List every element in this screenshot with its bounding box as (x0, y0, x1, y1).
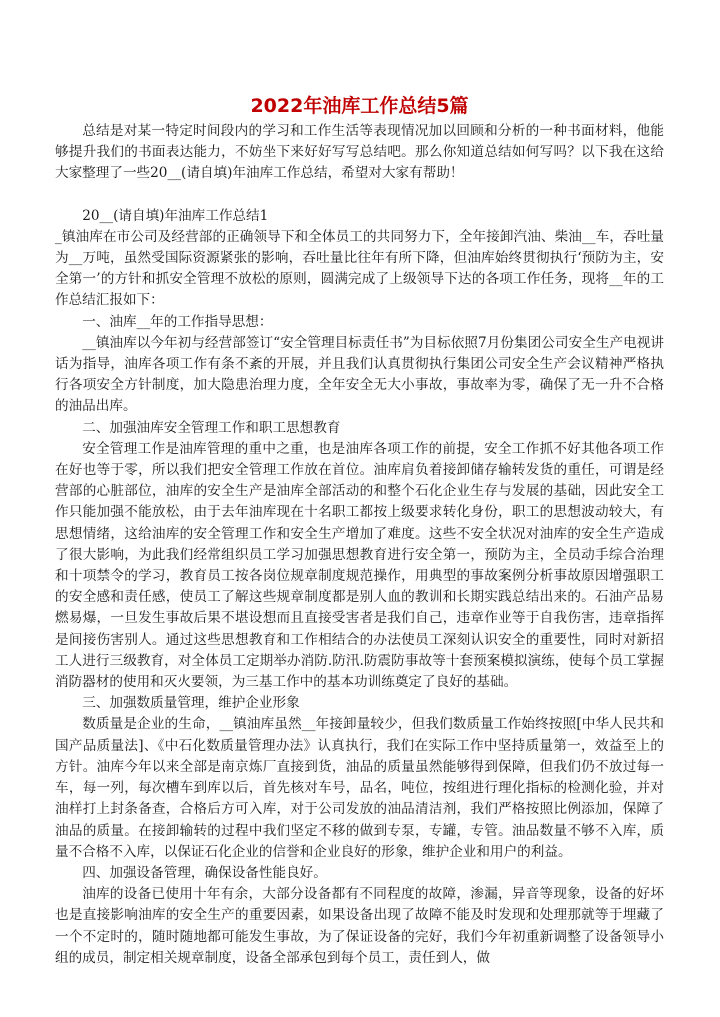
section-4-body: 油库的设备已使用十年有余，大部分设备都有不同程度的故障，渗漏，异音等现象，设备的好坏也是直接影响油库的安全生产的重要因素，如果设备出现了故障不能及时发现和处理那就等于埋藏了一个不定时的，随时随地都可能发生事故，为了保证设备的完好，我们今年初重新调整了设备领导小组的成员，制定相关规章制度，设备全部承包到每个员工，责任到人，做 (55, 886, 664, 966)
opening-paragraph: _镇油库在市公司及经营部的正确领导下和全体员工的共同努力下，全年接卸汽油、柴油__车，吞吐量为__万吨，虽然受国际资源紧张的影响，吞吐量比往年有所下降，但油库始终贯彻执行‘预防为主，安全第一’的方针和抓安全管理不放松的原则，圆满完成了上级领导下达的各项工作任务，现将__年的工作总结汇报如下： (55, 228, 664, 309)
document-title: 2022年油库工作总结5篇 (250, 95, 469, 117)
section-1-heading: 一、油库__年的工作指导思想： (82, 313, 273, 330)
article-heading: 20__(请自填)年油库工作总结1 (82, 207, 269, 224)
section-2-body: 安全管理工作是油库管理的重中之重，也是油库各项工作的前提，安全工作抓不好其他各项工作在好也等于零，所以我们把安全管理工作放在首位。油库肩负着接卸储存输转发货的重任，可谓是经营部的心脏部位，油库的安全生产是油库全部活动的和整个石化企业生存与发展的基础，因此安全工作只能加强不能放松，由于去年油库现在十名职工都按上级要求转化身份，职工的思想波动较大，有思想情绪，这给油库的安全管理工作和安全生产增加了难度。这些不安全状况对油库的安全生产造成了很大影响，为此我们经常组织员工学习加强思想教育进行安全第一，预防为主，全员动手综合治理和十项禁令的学习，教育员工按各岗位规章制度规范操作，用典型的事故案例分析事故原因增强职工的安全感和责任感，使员工了解这些规章制度都是别人血的教训和长期实践总结出来的。石油产品易燃易爆，一旦发生事故后果不堪设想而且直接受害者是我们自己，违章作业等于自我伤害，违章指挥是间接伤害别人。通过这些思想教育和工作相结合的办法使员工深刻认识安全的重要性，同时对新招工人进行三级教育，对全体员工定期举办消防.防汛.防震防事故等十套预案模拟演练，使每个员工掌握消防器材的使用和灭火要领，为三基工作中的基本功训练奠定了良好的基础。 (55, 440, 664, 691)
paragraph-gap (55, 185, 664, 206)
intro-paragraph: 总结是对某一特定时间段内的学习和工作生活等表现情况加以回顾和分析的一种书面材料，他能够提升我们的书面表达能力，不妨坐下来好好写写总结吧。那么你知道总结如何写吗？以下我在这给大家整理了一些20__(请自填)年油库工作总结，希望对大家有帮助！ (55, 123, 664, 182)
section-3-heading: 三、加强数质量管理，维护企业形象 (82, 695, 300, 712)
section-1-body: __镇油库以今年初与经营部签订“安全管理目标责任书”为目标依照7月份集团公司安全生产电视讲话为指导，油库各项工作有条不紊的开展，并且我们认真贯彻执行集团公司安全生产会议精神严格执行各项安全方针制度，加大隐患治理力度，全年安全无大小事故，事故率为零，确保了无一升不合格的油品出库。 (55, 334, 664, 415)
section-3-body: 数质量是企业的生命，__镇油库虽然__年接卸量较少，但我们数质量工作始终按照[中华人民共和国产品质量法]、《中石化数质量管理办法》认真执行，我们在实际工作中坚持质量第一，效益至上的方针。油库今年以来全部是南京炼厂直接到货，油品的质量虽然能够得到保障，但我们仍不放过每一车，每一列，每次槽车到库以后，首先核对车号，品名，吨位，按组进行理化指标的检测化验，并对油样打上封条备查，合格后方可入库，对于公司发放的油品清洁剂，我们严格按照比例添加，保障了油品的质量。在接卸输转的过程中我们坚定不移的做到专泵，专罐，专管。油品数量不够不入库，质量不合格不入库，以保证石化企业的信誉和企业良好的形象，维护企业和用户的利益。 (55, 716, 664, 860)
section-2-heading: 二、加强油库安全管理工作和职工思想教育 (82, 419, 341, 436)
section-4-heading: 四、加强设备管理，确保设备性能良好。 (82, 864, 327, 881)
